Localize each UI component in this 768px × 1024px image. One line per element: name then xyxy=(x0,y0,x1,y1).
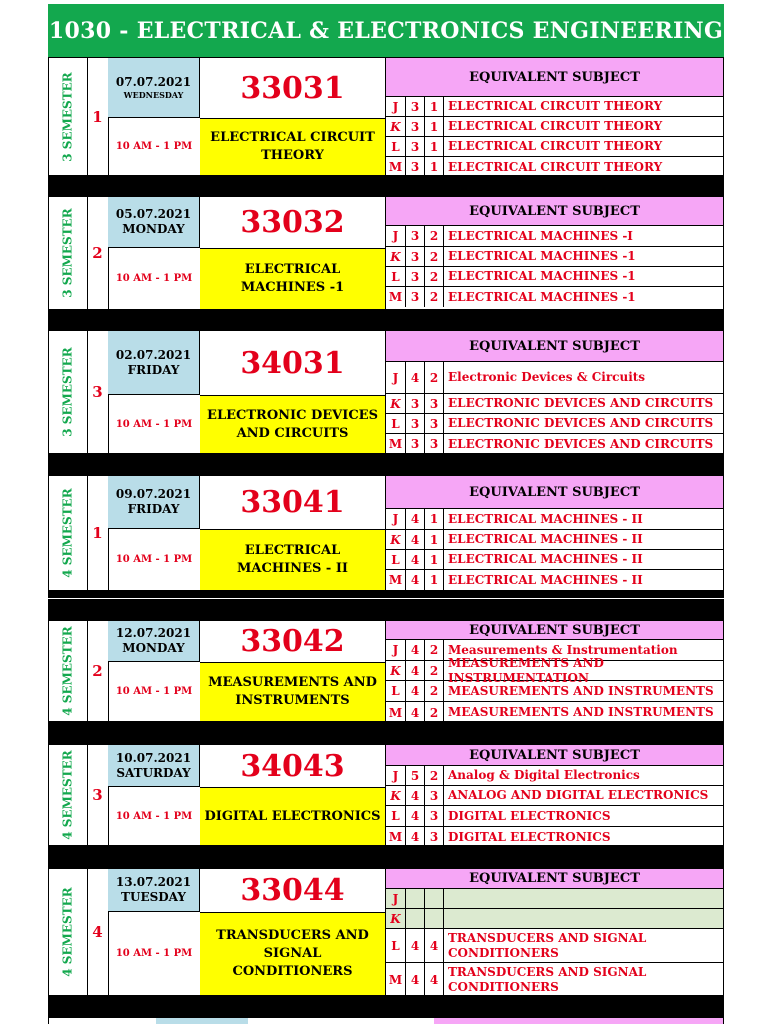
subject-serial-cell: 2 xyxy=(425,226,444,246)
subject-serial-cell: 2 xyxy=(425,681,444,701)
exam-time: 10 AM - 1 PM xyxy=(108,248,201,309)
semester-cell: 3 xyxy=(406,267,425,286)
separator-bar xyxy=(48,996,724,1018)
semester-cell: 4 xyxy=(406,702,425,723)
equivalent-subject-header: EQUIVALENT SUBJECT xyxy=(386,869,723,889)
table-row xyxy=(386,963,723,996)
semester-cell: 4 xyxy=(406,570,425,590)
equivalent-subject-header: EQUIVALENT SUBJECT xyxy=(386,197,723,226)
subject-serial-cell: 2 xyxy=(425,267,444,286)
equivalent-subject-header: EQUIVALENT SUBJECT xyxy=(386,476,723,509)
semester-text: 3 SEMESTER xyxy=(61,347,76,437)
semester-cell: 4 xyxy=(406,530,425,549)
scheme-letter: J xyxy=(386,362,406,393)
subject-serial-cell: 2 xyxy=(425,362,444,393)
subject-serial-cell: 1 xyxy=(425,97,444,116)
serial-number: 4 xyxy=(87,869,109,995)
table-row xyxy=(386,247,723,267)
day-text: SATURDAY xyxy=(116,765,191,780)
equivalent-subject-name xyxy=(444,889,723,908)
table-row xyxy=(386,827,723,847)
equivalent-subject-name: MEASUREMENTS AND INSTRUMENTATION xyxy=(448,655,604,685)
semester-cell: 3 xyxy=(406,137,425,156)
subject-name: ELECTRONIC DEVICES AND CIRCUITS xyxy=(200,395,386,453)
schedule-block xyxy=(48,57,724,176)
equivalent-subject-name: ELECTRICAL MACHINES -1 xyxy=(448,289,636,304)
subject-code: 33041 xyxy=(200,476,386,529)
equivalent-subject-name: Measurements & Instrumentation xyxy=(448,642,678,657)
scheme-letter: K xyxy=(386,530,406,549)
table-row xyxy=(386,530,723,550)
equivalent-subject-name: ELECTRICAL MACHINES - II xyxy=(448,532,643,546)
scheme-letter: L xyxy=(386,414,406,433)
semester-label xyxy=(49,197,88,309)
scheme-letter: J xyxy=(386,889,406,908)
table-row xyxy=(386,509,723,530)
date-text: 13.07.2021 xyxy=(115,875,192,889)
scheme-letter: K xyxy=(386,661,406,680)
equivalent-subject-name: DIGITAL ELECTRONICS xyxy=(448,829,611,844)
equivalent-subject-name: ELECTRICAL MACHINES -1 xyxy=(448,269,636,283)
subject-serial-cell xyxy=(425,909,444,928)
semester-cell: 4 xyxy=(406,681,425,701)
semester-text: 4 SEMESTER xyxy=(61,750,76,840)
scheme-letter: M xyxy=(386,157,406,177)
subject-serial-cell: 2 xyxy=(425,640,444,660)
semester-label xyxy=(49,331,88,453)
subject-serial-cell: 3 xyxy=(425,806,444,826)
subject-serial-cell: 4 xyxy=(425,963,444,996)
semester-cell: 3 xyxy=(406,287,425,307)
semester-label xyxy=(49,745,88,845)
scheme-letter: J xyxy=(386,226,406,246)
scheme-letter: M xyxy=(386,287,406,307)
exam-time: 10 AM - 1 PM xyxy=(108,787,201,845)
date-text: 02.07.2021 xyxy=(115,347,192,362)
semester-cell xyxy=(406,909,425,928)
day-text: WEDNESDAY xyxy=(123,90,184,100)
exam-date xyxy=(108,869,200,912)
exam-date xyxy=(108,476,200,529)
semester-cell: 4 xyxy=(406,963,425,996)
serial-number: 1 xyxy=(87,58,109,175)
subject-serial-cell: 3 xyxy=(425,394,444,413)
scheme-letter: J xyxy=(386,97,406,116)
scheme-letter: K xyxy=(386,786,406,805)
subject-serial-cell: 2 xyxy=(425,661,444,680)
semester-cell xyxy=(406,889,425,908)
exam-date xyxy=(108,621,200,662)
subject-code: 34031 xyxy=(200,331,386,395)
equivalent-subject-header: EQUIVALENT SUBJECT xyxy=(386,331,723,362)
serial-number: 3 xyxy=(87,745,109,845)
equivalent-subject-name: ELECTRICAL MACHINES - II xyxy=(448,572,643,587)
equivalent-subject-name: DIGITAL ELECTRONICS xyxy=(448,808,611,823)
date-text: 05.07.2021 xyxy=(115,207,192,221)
table-row xyxy=(386,806,723,827)
equivalent-subject-header: EQUIVALENT SUBJECT xyxy=(386,745,723,766)
scheme-letter: M xyxy=(386,963,406,996)
equivalent-subject-name: ELECTRONIC DEVICES AND CIRCUITS xyxy=(448,396,714,410)
semester-text: 4 SEMESTER xyxy=(61,626,76,716)
subject-serial-cell: 1 xyxy=(425,137,444,156)
day-text: MONDAY xyxy=(122,641,185,655)
exam-date xyxy=(108,58,200,118)
subject-code: 33031 xyxy=(200,58,386,118)
semester-cell: 4 xyxy=(406,806,425,826)
table-row xyxy=(386,655,723,685)
subject-serial-cell: 2 xyxy=(425,702,444,723)
schedule-block xyxy=(48,868,724,996)
subject-serial-cell: 3 xyxy=(425,827,444,847)
scheme-letter: M xyxy=(386,570,406,590)
equivalent-subject-name: MEASUREMENTS AND INSTRUMENTS xyxy=(448,705,714,719)
exam-date xyxy=(108,745,200,787)
exam-date xyxy=(108,197,200,248)
equivalent-rows xyxy=(386,766,723,845)
equivalent-rows xyxy=(386,509,723,590)
exam-date xyxy=(108,331,200,395)
table-row xyxy=(386,414,723,434)
equivalent-rows xyxy=(386,226,723,309)
subject-serial-cell: 2 xyxy=(425,287,444,307)
scheme-letter: K xyxy=(386,117,406,136)
equivalent-subject-name: ELECTRICAL CIRCUIT THEORY xyxy=(448,99,663,113)
semester-cell: 3 xyxy=(406,97,425,116)
subject-code: 33042 xyxy=(200,621,386,662)
semester-cell: 4 xyxy=(406,661,425,680)
equivalent-subject-name: ELECTRICAL CIRCUIT THEORY xyxy=(448,119,663,133)
scheme-letter: M xyxy=(386,434,406,454)
table-row xyxy=(386,681,723,702)
table-row xyxy=(386,929,723,963)
subject-serial-cell: 1 xyxy=(425,157,444,177)
scheme-letter: M xyxy=(386,702,406,723)
semester-label xyxy=(49,869,88,995)
subject-serial-cell xyxy=(425,889,444,908)
semester-cell: 4 xyxy=(406,550,425,569)
table-row xyxy=(386,362,723,394)
schedule-block xyxy=(48,475,724,591)
semester-cell: 3 xyxy=(406,226,425,246)
equivalent-subject-name: ELECTRICAL CIRCUIT THEORY xyxy=(448,139,663,153)
scheme-letter: L xyxy=(386,137,406,156)
semester-cell: 3 xyxy=(406,117,425,136)
semester-label xyxy=(49,58,88,175)
equivalent-subject-name: ELECTRICAL MACHINES -I xyxy=(448,228,633,243)
table-row xyxy=(386,97,723,117)
semester-text: 3 SEMESTER xyxy=(61,71,76,162)
separator-bar xyxy=(48,591,724,598)
equivalent-subject-name: ELECTRICAL MACHINES - II xyxy=(448,552,643,566)
exam-time: 10 AM - 1 PM xyxy=(108,662,201,721)
subject-serial-cell: 4 xyxy=(425,929,444,962)
table-row xyxy=(386,786,723,806)
semester-cell: 3 xyxy=(406,434,425,454)
serial-number: 1 xyxy=(87,476,109,590)
separator-bar xyxy=(48,722,724,744)
schedule-block xyxy=(48,744,724,846)
table-row xyxy=(386,287,723,307)
next-block-edge xyxy=(48,1018,724,1024)
equivalent-rows xyxy=(386,889,723,995)
equivalent-subject-name: MEASUREMENTS AND INSTRUMENTS xyxy=(448,683,714,698)
semester-text: 4 SEMESTER xyxy=(61,488,76,578)
exam-time: 10 AM - 1 PM xyxy=(108,529,201,590)
table-row xyxy=(386,267,723,287)
subject-name: ELECTRICAL MACHINES -1 xyxy=(200,248,386,309)
subject-serial-cell: 1 xyxy=(425,570,444,590)
scheme-letter: L xyxy=(386,929,406,962)
semester-cell: 4 xyxy=(406,929,425,962)
table-row xyxy=(386,117,723,137)
table-row xyxy=(386,137,723,157)
equivalent-subject-name xyxy=(444,909,723,928)
date-text: 07.07.2021 xyxy=(115,75,192,89)
day-text: FRIDAY xyxy=(127,502,180,516)
subject-serial-cell: 2 xyxy=(425,766,444,785)
equivalent-subject-header: EQUIVALENT SUBJECT xyxy=(386,58,723,97)
date-text: 09.07.2021 xyxy=(115,487,192,501)
subject-code: 33044 xyxy=(200,869,386,912)
subject-name: DIGITAL ELECTRONICS xyxy=(200,787,386,845)
day-text: FRIDAY xyxy=(127,362,180,377)
equivalent-subject-name: ELECTRONIC DEVICES AND CIRCUITS xyxy=(448,436,714,451)
schedule-block xyxy=(48,330,724,454)
semester-cell: 3 xyxy=(406,394,425,413)
schedule-block xyxy=(48,620,724,722)
scheme-letter: J xyxy=(386,766,406,785)
subject-serial-cell: 1 xyxy=(425,550,444,569)
subject-serial-cell: 3 xyxy=(425,414,444,433)
equivalent-subject-name: ELECTRICAL CIRCUIT THEORY xyxy=(448,159,663,174)
subject-name: TRANSDUCERS AND SIGNAL CONDITIONERS xyxy=(200,912,386,995)
equivalent-subject-name: TRANSDUCERS AND SIGNAL CONDITIONERS xyxy=(448,930,647,960)
equivalent-subject-name: TRANSDUCERS AND SIGNAL CONDITIONERS xyxy=(448,964,647,994)
semester-cell: 5 xyxy=(406,766,425,785)
serial-number: 2 xyxy=(87,197,109,309)
day-text: TUESDAY xyxy=(121,890,186,904)
exam-time: 10 AM - 1 PM xyxy=(108,395,201,453)
semester-cell: 3 xyxy=(406,157,425,177)
scheme-letter: K xyxy=(386,394,406,413)
table-row xyxy=(386,434,723,454)
separator-bar xyxy=(48,310,724,330)
table-row xyxy=(386,766,723,786)
subject-serial-cell: 1 xyxy=(425,530,444,549)
scheme-letter: M xyxy=(386,827,406,847)
semester-cell: 3 xyxy=(406,247,425,266)
schedule-block xyxy=(48,196,724,310)
subject-name: MEASUREMENTS AND INSTRUMENTS xyxy=(200,662,386,721)
table-row xyxy=(386,226,723,247)
subject-name: ELECTRICAL CIRCUIT THEORY xyxy=(200,118,386,175)
semester-cell: 3 xyxy=(406,414,425,433)
scheme-letter: L xyxy=(386,806,406,826)
semester-label xyxy=(49,476,88,590)
equivalent-subject-name: ELECTRICAL MACHINES - II xyxy=(448,511,643,526)
scheme-letter: K xyxy=(386,909,406,928)
date-text: 12.07.2021 xyxy=(115,626,192,640)
subject-code: 34043 xyxy=(200,745,386,787)
equivalent-subject-name: ELECTRONIC DEVICES AND CIRCUITS xyxy=(448,416,714,430)
equivalent-subject-name: ELECTRICAL MACHINES -1 xyxy=(448,249,636,263)
semester-text: 4 SEMESTER xyxy=(61,887,76,977)
separator-bar xyxy=(48,599,724,620)
equivalent-subject-name: Analog & Digital Electronics xyxy=(448,768,640,782)
table-row xyxy=(386,909,723,929)
semester-cell: 4 xyxy=(406,509,425,529)
scheme-letter: K xyxy=(386,247,406,266)
page-title: 1030 - ELECTRICAL & ELECTRONICS ENGINEERING xyxy=(48,4,724,57)
subject-serial-cell: 3 xyxy=(425,786,444,805)
table-row xyxy=(386,157,723,177)
day-text: MONDAY xyxy=(122,222,185,236)
separator-bar xyxy=(48,454,724,475)
equivalent-rows xyxy=(386,97,723,175)
semester-cell: 4 xyxy=(406,786,425,805)
exam-time: 10 AM - 1 PM xyxy=(108,118,201,175)
subject-serial-cell: 2 xyxy=(425,247,444,266)
serial-number: 2 xyxy=(87,621,109,721)
scheme-letter: L xyxy=(386,681,406,701)
scheme-letter: L xyxy=(386,267,406,286)
scheme-letter: J xyxy=(386,509,406,529)
table-row xyxy=(386,889,723,909)
subject-serial-cell: 1 xyxy=(425,509,444,529)
table-row xyxy=(386,702,723,723)
table-row xyxy=(386,394,723,414)
scheme-letter: J xyxy=(386,640,406,660)
equivalent-subject-name: Electronic Devices & Circuits xyxy=(448,370,646,384)
exam-time: 10 AM - 1 PM xyxy=(108,912,201,995)
separator-bar xyxy=(48,176,724,196)
semester-text: 3 SEMESTER xyxy=(61,208,76,298)
semester-label xyxy=(49,621,88,721)
subject-serial-cell: 3 xyxy=(425,434,444,454)
subject-serial-cell: 1 xyxy=(425,117,444,136)
serial-number: 3 xyxy=(87,331,109,453)
date-text: 10.07.2021 xyxy=(115,750,192,765)
scheme-letter: L xyxy=(386,550,406,569)
table-row xyxy=(386,550,723,570)
table-row xyxy=(386,570,723,590)
equivalent-rows xyxy=(386,362,723,453)
semester-cell: 4 xyxy=(406,827,425,847)
equivalent-subject-header: EQUIVALENT SUBJECT xyxy=(386,621,723,640)
equivalent-subject-name: ANALOG AND DIGITAL ELECTRONICS xyxy=(448,788,709,802)
equivalent-rows xyxy=(386,640,723,721)
semester-cell: 4 xyxy=(406,640,425,660)
separator-bar xyxy=(48,846,724,868)
semester-cell: 4 xyxy=(406,362,425,393)
subject-code: 33032 xyxy=(200,197,386,248)
subject-name: ELECTRICAL MACHINES - II xyxy=(200,529,386,590)
